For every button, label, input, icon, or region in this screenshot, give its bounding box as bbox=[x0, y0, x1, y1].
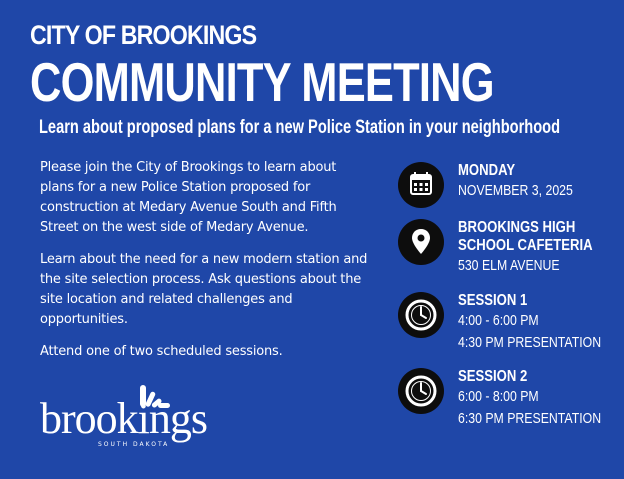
description-paragraph-1: Please join the City of Brookings to learn about plans for a new Police Station proposed for construction at Medary Avenue South and Fifth Street on the west side of Medary Avenue. bbox=[40, 160, 337, 235]
location-name-line-1: BROOKINGS HIGH bbox=[458, 219, 576, 236]
clock-icon bbox=[398, 292, 444, 338]
calendar-icon bbox=[398, 162, 444, 208]
date-text bbox=[458, 162, 602, 202]
session-2-presentation: 6:30 PM PRESENTATION bbox=[458, 410, 602, 427]
date-value: NOVEMBER 3, 2025 bbox=[458, 182, 573, 199]
location-address: 530 ELM AVENUE bbox=[458, 257, 560, 274]
description-paragraph-2: Learn about the need for a new modern station and the site selection process. Ask questions about the site location and related challenges and opportunities. bbox=[40, 252, 368, 327]
page-title: COMMUNITY MEETING bbox=[30, 51, 494, 113]
session-2-heading: SESSION 2 bbox=[458, 368, 528, 385]
session-1-presentation: 4:30 PM PRESENTATION bbox=[458, 334, 602, 351]
location-text bbox=[458, 219, 602, 277]
clock-icon bbox=[398, 368, 444, 414]
logo-wordmark: brookings bbox=[40, 394, 207, 443]
logo-tagline: SOUTH DAKOTA bbox=[98, 441, 170, 448]
description-paragraph-3: Attend one of two scheduled sessions. bbox=[40, 344, 283, 359]
session-1-text bbox=[458, 292, 602, 354]
map-pin-icon bbox=[398, 219, 444, 265]
session-2-text bbox=[458, 368, 602, 430]
city-heading: CITY OF BROOKINGS bbox=[30, 20, 257, 50]
session-1-time: 4:00 - 6:00 PM bbox=[458, 312, 539, 329]
description bbox=[40, 158, 370, 374]
date-day: MONDAY bbox=[458, 162, 516, 179]
session-1-heading: SESSION 1 bbox=[458, 292, 528, 309]
brookings-logo bbox=[40, 383, 220, 455]
session-2-time: 6:00 - 8:00 PM bbox=[458, 388, 539, 405]
location-name-line-2: SCHOOL CAFETERIA bbox=[458, 237, 593, 254]
subtitle: Learn about proposed plans for a new Police Station in your neighborhood bbox=[39, 117, 561, 138]
